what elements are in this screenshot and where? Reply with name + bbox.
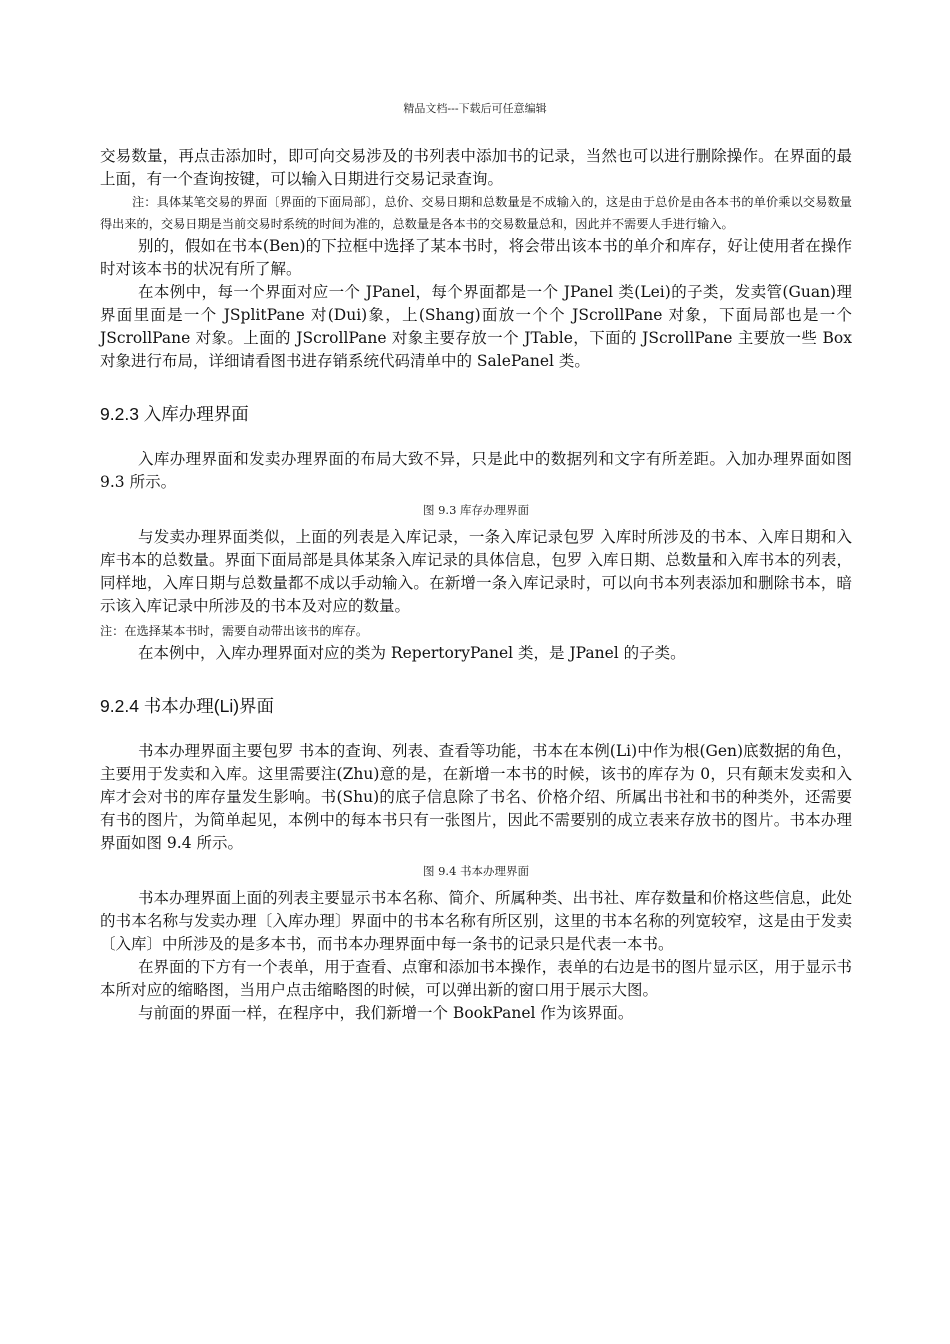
paragraph: 与前面的界面一样，在程序中，我们新增一个 BookPanel 作为该界面。 <box>138 1004 634 1022</box>
section-heading: 9.2.3 入库办理界面 <box>100 404 249 424</box>
paragraph: 别的，假如在书本(Ben)的下拉框中选择了某本书时，将会带出该本书的单介和库存，好让使用者在操作时对该本书的状况有所了解。 <box>100 237 852 278</box>
paragraph: 在本例中，每一个界面对应一个 JPanel，每个界面都是一个 JPanel 类(Lei)的子类，发卖管(Guan)理界面里面是一个 JSplitPane 对(Dui)象，上(Shang)面放一个个 JScrollPane 对象，下面局部也是一个 JScrollPane 对象。上面的 JScrollPane 对象主要存放一个 JTable，下面的 JScrollPane 主要放一些 Box 对象进行布局，详细请看图书进存销系统代码清单中的 SalePanel 类。 <box>100 283 852 370</box>
note-paragraph: 注：具体某笔交易的界面〔界面的下面局部〕，总价、交易日期和总数量是不成输入的，这是由于总价是由各本书的单价乘以交易数量得出来的，交易日期是当前交易时系统的时间为准的，总数量是各本书的交易数量总和，因此并不需要人手进行输入。 <box>100 195 852 231</box>
paragraph: 与发卖办理界面类似，上面的列表是入库记录，一条入库记录包罗 入库时所涉及的书本、入库日期和入库书本的总数量。界面下面局部是具体某条入库记录的具体信息，包罗 入库日期、总数量和入库书本的列表，同样地，入库日期与总数量都不成以手动输入。在新增一条入库记录时，可以向书本列表添加和删除书本，暗示该入库记录中所涉及的书本及对应的数量。 <box>100 528 852 615</box>
note-paragraph: 注：在选择某本书时，需要自动带出该书的库存。 <box>100 624 369 638</box>
paragraph: 书本办理界面上面的列表主要显示书本名称、简介、所属种类、出书社、库存数量和价格这些信息，此处的书本名称与发卖办理〔入库办理〕界面中的书本名称有所区别，这里的书本名称的列宽较窄，这是由于发卖〔入库〕中所涉及的是多本书，而书本办理界面中每一条书的记录只是代表一本书。 <box>100 889 852 953</box>
paragraph: 在界面的下方有一个表单，用于查看、点窜和添加书本操作，表单的右边是书的图片显示区，用于显示书本所对应的缩略图，当用户点击缩略图的时候，可以弹出新的窗口用于展示大图。 <box>100 958 852 999</box>
section-heading: 9.2.4 书本办理(Li)界面 <box>100 696 275 716</box>
paragraph: 交易数量，再点击添加时，即可向交易涉及的书列表中添加书的记录，当然也可以进行删除操作。在界面的最上面，有一个查询按键，可以输入日期进行交易记录查询。 <box>100 147 852 188</box>
figure-caption: 图 9.4 书本办理界面 <box>422 864 530 878</box>
paragraph: 在本例中，入库办理界面对应的类为 RepertoryPanel 类，是 JPanel 的子类。 <box>138 644 686 662</box>
paragraph: 入库办理界面和发卖办理界面的布局大致不异，只是此中的数据列和文字有所差距。入加办理界面如图 9.3 所示。 <box>100 450 852 491</box>
page-header: 精品文档---下载后可任意编辑 <box>403 102 547 115</box>
document-body <box>100 145 852 1025</box>
paragraph: 书本办理界面主要包罗 书本的查询、列表、查看等功能，书本在本例(Li)中作为根(Gen)底数据的角色，主要用于发卖和入库。这里需要注(Zhu)意的是，在新增一本书的时候，该书的库存为 0，只有颠末发卖和入库才会对书的库存量发生影响。书(Shu)的底子信息除了书名、价格介绍、所属出书社和书的种类外，还需要有书的图片，为简单起见，本例中的每本书只有一张图片，因此不需要别的成立表来存放书的图片。书本办理界面如图 9.4 所示。 <box>100 742 852 852</box>
figure-caption: 图 9.3 库存办理界面 <box>422 503 530 517</box>
